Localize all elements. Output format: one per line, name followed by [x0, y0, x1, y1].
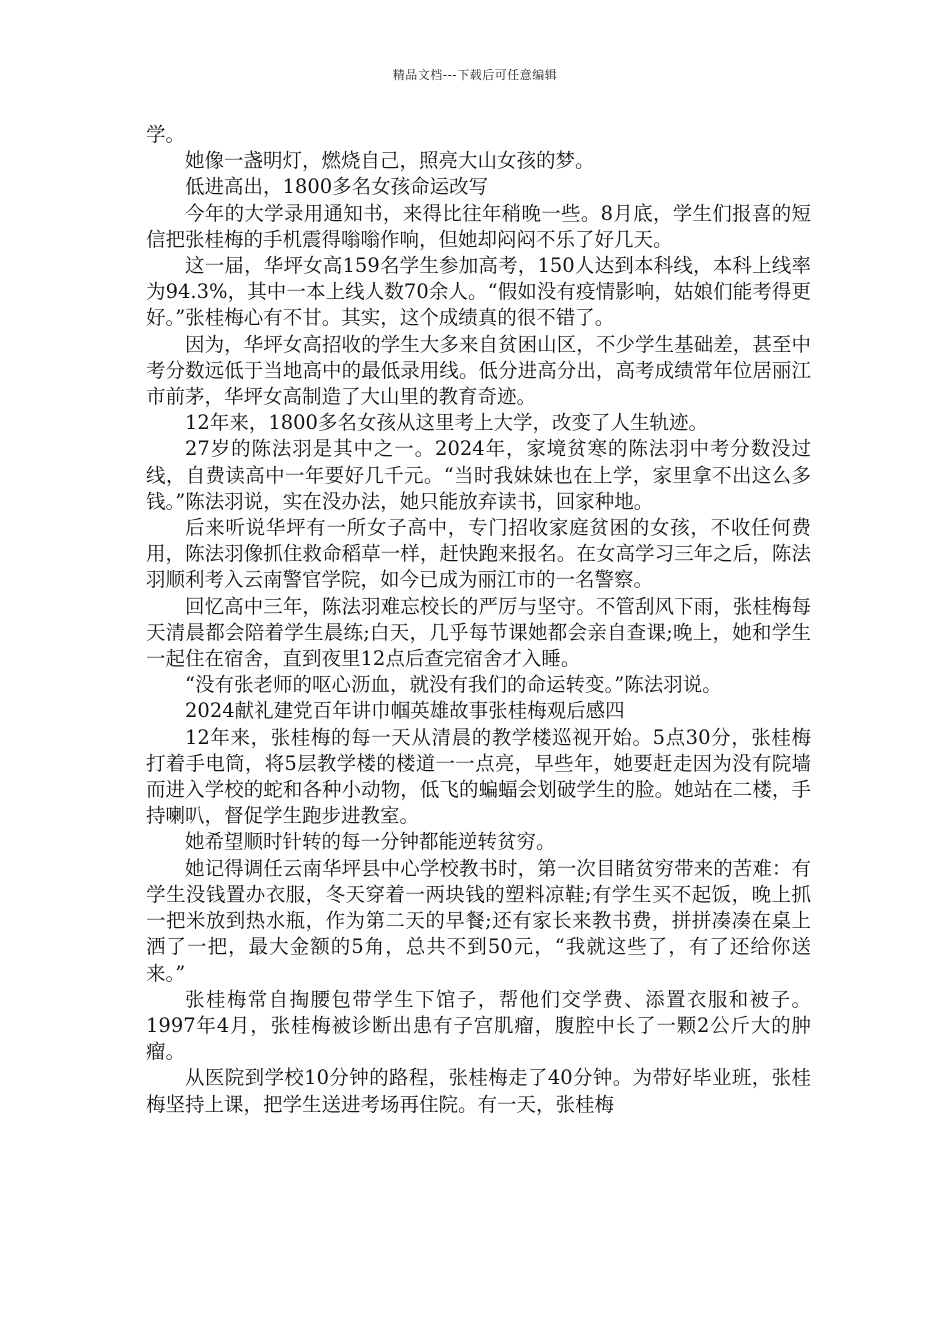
section-heading: 低进高出，1800多名女孩命运改写 [185, 175, 489, 199]
paragraph: 张桂梅常自掏腰包带学生下馆子，帮他们交学费、添置衣服和被子。1997年4月，张桂梅被诊断出患有子宫肌瘤，腹腔中长了一颗2公斤大的肿瘤。 [146, 987, 811, 1064]
paragraph: 这一届，华坪女高159名学生参加高考，150人达到本科线，本科上线率为94.3%，其中一本上线人数70余人。“假如没有疫情影响，姑娘们能考得更好。”张桂梅心有不甘。其实，这个成绩真的很不错了。 [146, 254, 811, 330]
section-heading: 2024献礼建党百年讲巾帼英雄故事张桂梅观后感四 [185, 699, 625, 723]
paragraph: 后来听说华坪有一所女子高中，专门招收家庭贫困的女孩，不收任何费用，陈法羽像抓住救命稻草一样，赶快跑来报名。在女高学习三年之后，陈法羽顺利考入云南警官学院，如今已成为丽江市的一名警察。 [146, 516, 811, 592]
document-body [146, 122, 811, 1118]
page-header: 精品文档---下载后可任意编辑 [392, 68, 558, 82]
paragraph: 她希望顺时针转的每一分钟都能逆转贫穷。 [185, 830, 556, 854]
paragraph: 27岁的陈法羽是其中之一。2024年，家境贫寒的陈法羽中考分数没过线，自费读高中一年要好几千元。“当时我妹妹也在上学，家里拿不出这么多钱。”陈法羽说，实在没办法，她只能放弃读书，回家种地。 [146, 437, 811, 513]
paragraph: 从医院到学校10分钟的路程，张桂梅走了40分钟。为带好毕业班，张桂梅坚持上课，把学生送进考场再住院。有一天，张桂梅 [146, 1066, 811, 1116]
paragraph: 12年来，张桂梅的每一天从清晨的教学楼巡视开始。5点30分，张桂梅打着手电筒，将5层教学楼的楼道一一点亮，早些年，她要赶走因为没有院墙而进入学校的蛇和各种小动物，低飞的蝙蝠会划破学生的脸。她站在二楼，手持喇叭，督促学生跑步进教室。 [146, 725, 811, 828]
paragraph: 她像一盏明灯，燃烧自己，照亮大山女孩的梦。 [185, 149, 595, 173]
paragraph: “没有张老师的呕心沥血，就没有我们的命运转变。”陈法羽说。 [185, 673, 722, 697]
paragraph: 12年来，1800多名女孩从这里考上大学，改变了人生轨迹。 [185, 411, 708, 435]
paragraph: 因为，华坪女高招收的学生大多来自贫困山区，不少学生基础差，甚至中考分数远低于当地高中的最低录用线。低分进高分出，高考成绩常年位居丽江市前茅，华坪女高制造了大山里的教育奇迹。 [146, 332, 811, 409]
paragraph: 回忆高中三年，陈法羽难忘校长的严厉与坚守。不管刮风下雨，张桂梅每天清晨都会陪着学生晨练;白天，几乎每节课她都会亲自查课;晚上，她和学生一起住在宿舍，直到夜里12点后查完宿舍才入睡。 [146, 594, 811, 671]
paragraph: 学。 [146, 123, 186, 146]
paragraph: 今年的大学录用通知书，来得比往年稍晚一些。8月底，学生们报喜的短信把张桂梅的手机震得嗡嗡作响，但她却闷闷不乐了好几天。 [146, 201, 811, 251]
paragraph: 她记得调任云南华坪县中心学校教书时，第一次目睹贫穷带来的苦难：有学生没钱置办衣服，冬天穿着一两块钱的塑料凉鞋;有学生买不起饭，晚上抓一把米放到热水瓶，作为第二天的早餐;还有家长来教书费，拼拼凑凑在桌上洒了一把，最大金额的5角，总共不到50元，“我就这些了，有了还给你送来。” [146, 856, 811, 985]
